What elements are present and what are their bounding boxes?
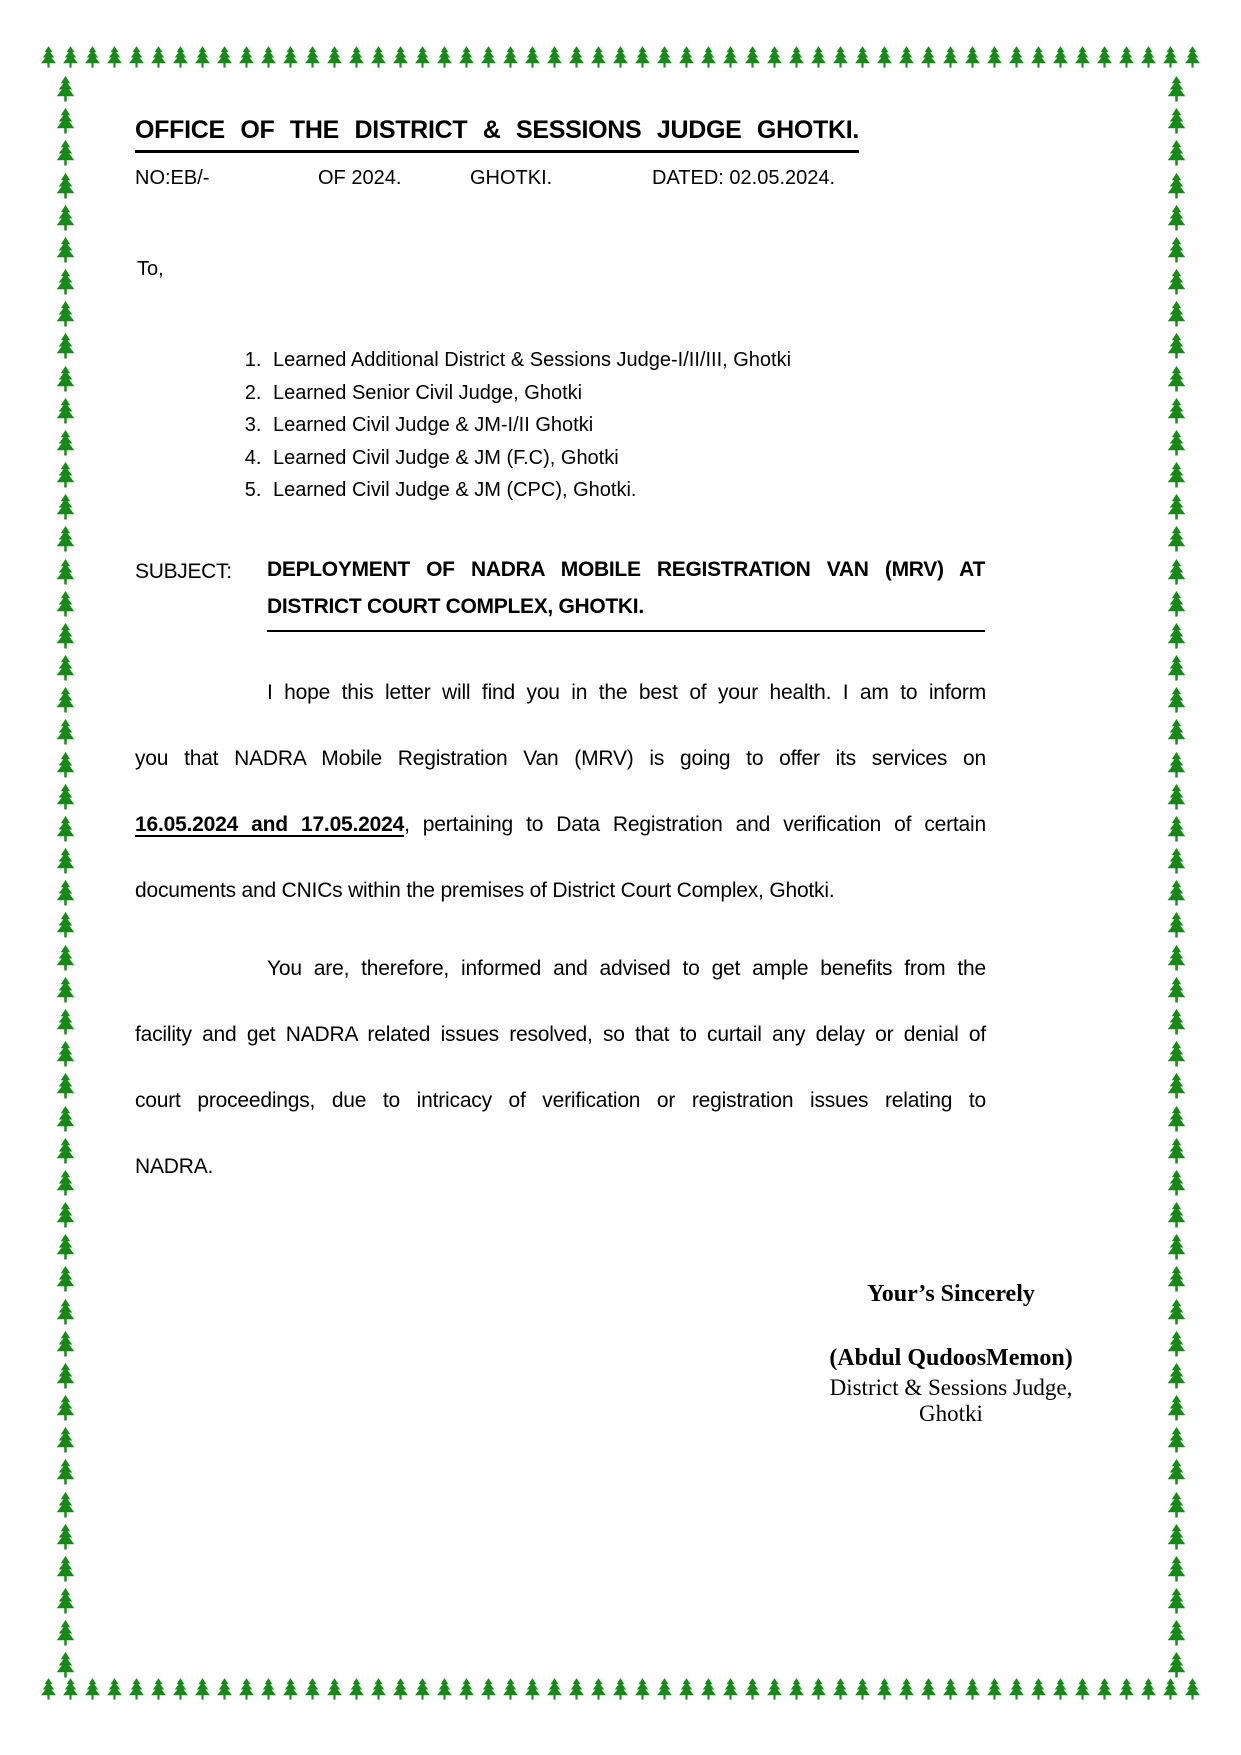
- pine-tree-icon: [1164, 1009, 1189, 1036]
- pine-tree-icon: [53, 591, 78, 618]
- body-line: [135, 1155, 986, 1221]
- pine-tree-icon: [808, 1678, 829, 1701]
- pine-tree-icon: [1138, 1678, 1159, 1701]
- body-text: you that NADRA Mobile Registration Van (MRV) is going to offer its services on: [135, 747, 986, 770]
- pine-tree-icon: [1164, 205, 1189, 232]
- pine-tree-icon: [53, 237, 78, 264]
- pine-tree-icon: [390, 1678, 411, 1701]
- pine-tree-icon: [53, 1009, 78, 1036]
- pine-tree-icon: [280, 46, 301, 69]
- pine-tree-icon: [1164, 366, 1189, 393]
- pine-tree-icon: [1164, 76, 1189, 103]
- reference-line: [135, 167, 915, 193]
- pine-tree-icon: [1164, 655, 1189, 682]
- body-text: , pertaining to Data Registration and verification of certain: [404, 813, 986, 836]
- pine-tree-icon: [1006, 46, 1027, 69]
- pine-tree-icon: [1164, 977, 1189, 1004]
- pine-tree-icon: [53, 1620, 78, 1647]
- pine-tree-icon: [53, 76, 78, 103]
- pine-tree-icon: [53, 333, 78, 360]
- pine-tree-icon: [53, 108, 78, 135]
- pine-tree-icon: [1164, 1524, 1189, 1551]
- pine-tree-icon: [544, 1678, 565, 1701]
- pine-tree-icon: [456, 1678, 477, 1701]
- body-text: documents and CNICs within the premises of District Court Complex, Ghotki.: [135, 879, 835, 902]
- pine-tree-icon: [676, 1678, 697, 1701]
- pine-tree-icon: [1164, 1138, 1189, 1165]
- pine-tree-icon: [53, 1556, 78, 1583]
- pine-tree-icon: [1028, 46, 1049, 69]
- pine-tree-icon: [82, 46, 103, 69]
- pine-tree-icon: [280, 1678, 301, 1701]
- pine-tree-icon: [1164, 1202, 1189, 1229]
- border-right: [1163, 76, 1190, 1680]
- pine-tree-icon: [632, 46, 653, 69]
- pine-tree-icon: [53, 912, 78, 939]
- pine-tree-icon: [53, 1041, 78, 1068]
- pine-tree-icon: [566, 46, 587, 69]
- pine-tree-icon: [1164, 816, 1189, 843]
- pine-tree-icon: [324, 46, 345, 69]
- pine-tree-icon: [1164, 1556, 1189, 1583]
- pine-tree-icon: [53, 1106, 78, 1133]
- pine-tree-icon: [1164, 398, 1189, 425]
- pine-tree-icon: [522, 46, 543, 69]
- pine-tree-icon: [742, 46, 763, 69]
- pine-tree-icon: [1164, 623, 1189, 650]
- pine-tree-icon: [1164, 784, 1189, 811]
- recipient-item: 1. Learned Additional District & Sessions Judge-I/II/III, Ghotki: [267, 344, 1027, 377]
- pine-tree-icon: [53, 173, 78, 200]
- pine-tree-icon: [60, 1678, 81, 1701]
- pine-tree-icon: [1164, 880, 1189, 907]
- subject-underline: [267, 630, 985, 632]
- pine-tree-icon: [346, 46, 367, 69]
- pine-tree-icon: [1164, 494, 1189, 521]
- signatory-title: District & Sessions Judge,: [829, 1375, 1073, 1400]
- pine-tree-icon: [53, 977, 78, 1004]
- pine-tree-icon: [1164, 1299, 1189, 1326]
- pine-tree-icon: [1028, 1678, 1049, 1701]
- pine-tree-icon: [104, 46, 125, 69]
- pine-tree-icon: [742, 1678, 763, 1701]
- pine-tree-icon: [1164, 140, 1189, 167]
- pine-tree-icon: [126, 46, 147, 69]
- pine-tree-icon: [302, 46, 323, 69]
- pine-tree-icon: [258, 1678, 279, 1701]
- reference-number: NO:EB/-: [135, 167, 210, 189]
- pine-tree-icon: [53, 1331, 78, 1358]
- pine-tree-icon: [522, 1678, 543, 1701]
- pine-tree-icon: [566, 1678, 587, 1701]
- reference-place: GHOTKI.: [470, 167, 553, 189]
- pine-tree-icon: [984, 46, 1005, 69]
- pine-tree-icon: [53, 880, 78, 907]
- pine-tree-icon: [214, 1678, 235, 1701]
- pine-tree-icon: [53, 752, 78, 779]
- pine-tree-icon: [456, 46, 477, 69]
- pine-tree-icon: [1072, 1678, 1093, 1701]
- pine-tree-icon: [1006, 1678, 1027, 1701]
- pine-tree-icon: [1164, 1652, 1189, 1679]
- pine-tree-icon: [148, 1678, 169, 1701]
- pine-tree-icon: [1164, 1266, 1189, 1293]
- pine-tree-icon: [1164, 848, 1189, 875]
- subject-line-1: DEPLOYMENT OF NADRA MOBILE REGISTRATION VAN (MRV) AT: [267, 558, 985, 581]
- body-paragraph-1: [135, 681, 986, 945]
- pine-tree-icon: [53, 494, 78, 521]
- pine-tree-icon: [53, 140, 78, 167]
- pine-tree-icon: [654, 1678, 675, 1701]
- pine-tree-icon: [918, 1678, 939, 1701]
- pine-tree-icon: [1094, 46, 1115, 69]
- pine-tree-icon: [1164, 1331, 1189, 1358]
- pine-tree-icon: [654, 46, 675, 69]
- pine-tree-icon: [698, 46, 719, 69]
- pine-tree-icon: [1138, 46, 1159, 69]
- pine-tree-icon: [53, 559, 78, 586]
- pine-tree-icon: [852, 46, 873, 69]
- body-text: You are, therefore, informed and advised to get ample benefits from the: [267, 957, 986, 980]
- pine-tree-icon: [53, 1234, 78, 1261]
- pine-tree-icon: [720, 46, 741, 69]
- pine-tree-icon: [1164, 687, 1189, 714]
- pine-tree-icon: [368, 1678, 389, 1701]
- pine-tree-icon: [786, 1678, 807, 1701]
- pine-tree-icon: [38, 46, 59, 69]
- pine-tree-icon: [1094, 1678, 1115, 1701]
- pine-tree-icon: [324, 1678, 345, 1701]
- pine-tree-icon: [698, 1678, 719, 1701]
- pine-tree-icon: [53, 1524, 78, 1551]
- pine-tree-icon: [1072, 46, 1093, 69]
- pine-tree-icon: [962, 46, 983, 69]
- pine-tree-icon: [1164, 1234, 1189, 1261]
- pine-tree-icon: [1050, 1678, 1071, 1701]
- pine-tree-icon: [126, 1678, 147, 1701]
- pine-tree-icon: [53, 430, 78, 457]
- pine-tree-icon: [1164, 559, 1189, 586]
- pine-tree-icon: [1164, 301, 1189, 328]
- pine-tree-icon: [478, 1678, 499, 1701]
- pine-tree-icon: [434, 46, 455, 69]
- pine-tree-icon: [1164, 1427, 1189, 1454]
- body-text: facility and get NADRA related issues resolved, so that to curtail any delay or denial of: [135, 1023, 986, 1046]
- pine-tree-icon: [346, 1678, 367, 1701]
- body-line: [135, 813, 986, 879]
- pine-tree-icon: [53, 301, 78, 328]
- office-title: OFFICE OF THE DISTRICT & SESSIONS JUDGE GHOTKI.: [135, 116, 859, 153]
- pine-tree-icon: [53, 623, 78, 650]
- pine-tree-icon: [53, 784, 78, 811]
- pine-tree-icon: [786, 46, 807, 69]
- pine-tree-icon: [962, 1678, 983, 1701]
- pine-tree-icon: [192, 46, 213, 69]
- pine-tree-icon: [53, 848, 78, 875]
- signature-block: [770, 1281, 1132, 1427]
- pine-tree-icon: [764, 46, 785, 69]
- pine-tree-icon: [610, 46, 631, 69]
- pine-tree-icon: [1164, 912, 1189, 939]
- pine-tree-icon: [852, 1678, 873, 1701]
- pine-tree-icon: [1164, 1459, 1189, 1486]
- pine-tree-icon: [1164, 1363, 1189, 1390]
- pine-tree-icon: [1164, 430, 1189, 457]
- pine-tree-icon: [1050, 46, 1071, 69]
- body-line: [135, 681, 986, 747]
- border-bottom: [38, 1678, 1203, 1704]
- pine-tree-icon: [1116, 1678, 1137, 1701]
- body-text: I hope this letter will find you in the best of your health. I am to inform: [267, 681, 986, 704]
- pine-tree-icon: [1164, 173, 1189, 200]
- pine-tree-icon: [830, 46, 851, 69]
- pine-tree-icon: [236, 1678, 257, 1701]
- pine-tree-icon: [588, 46, 609, 69]
- pine-tree-icon: [38, 1678, 59, 1701]
- pine-tree-icon: [434, 1678, 455, 1701]
- pine-tree-icon: [1164, 752, 1189, 779]
- recipient-item: 4. Learned Civil Judge & JM (F.C), Ghotki: [267, 442, 1027, 475]
- pine-tree-icon: [53, 655, 78, 682]
- pine-tree-icon: [896, 1678, 917, 1701]
- border-left: [52, 76, 79, 1680]
- pine-tree-icon: [53, 1138, 78, 1165]
- pine-tree-icon: [610, 1678, 631, 1701]
- body-text: court proceedings, due to intricacy of verification or registration issues relating to: [135, 1089, 986, 1112]
- body-paragraph-2: [135, 957, 986, 1221]
- body-line: [135, 1023, 986, 1089]
- pine-tree-icon: [60, 46, 81, 69]
- border-top: [38, 46, 1203, 72]
- pine-tree-icon: [1164, 237, 1189, 264]
- pine-tree-icon: [236, 46, 257, 69]
- pine-tree-icon: [412, 46, 433, 69]
- pine-tree-icon: [53, 1492, 78, 1519]
- body-line: [135, 747, 986, 813]
- body-text: NADRA.: [135, 1155, 214, 1178]
- pine-tree-icon: [1164, 1073, 1189, 1100]
- pine-tree-icon: [1182, 1678, 1203, 1701]
- pine-tree-icon: [170, 1678, 191, 1701]
- subject-line-2: DISTRICT COURT COMPLEX, GHOTKI.: [267, 595, 644, 618]
- pine-tree-icon: [1160, 1678, 1181, 1701]
- body-line: [135, 879, 986, 945]
- pine-tree-icon: [1164, 1492, 1189, 1519]
- pine-tree-icon: [214, 46, 235, 69]
- pine-tree-icon: [53, 945, 78, 972]
- pine-tree-icon: [53, 366, 78, 393]
- pine-tree-icon: [1116, 46, 1137, 69]
- pine-tree-icon: [53, 205, 78, 232]
- pine-tree-icon: [82, 1678, 103, 1701]
- recipient-item: 3. Learned Civil Judge & JM-I/II Ghotki: [267, 409, 1027, 442]
- body-line: [135, 1089, 986, 1155]
- body-line: [135, 957, 986, 1023]
- pine-tree-icon: [53, 687, 78, 714]
- pine-tree-icon: [53, 1427, 78, 1454]
- pine-tree-icon: [984, 1678, 1005, 1701]
- pine-tree-icon: [53, 1073, 78, 1100]
- pine-tree-icon: [940, 46, 961, 69]
- pine-tree-icon: [1164, 1588, 1189, 1615]
- pine-tree-icon: [478, 46, 499, 69]
- pine-tree-icon: [874, 1678, 895, 1701]
- pine-tree-icon: [192, 1678, 213, 1701]
- signatory-name: (Abdul QudoosMemon): [829, 1345, 1073, 1371]
- pine-tree-icon: [390, 46, 411, 69]
- pine-tree-icon: [676, 46, 697, 69]
- pine-tree-icon: [412, 1678, 433, 1701]
- pine-tree-icon: [53, 1459, 78, 1486]
- recipient-item: 2. Learned Senior Civil Judge, Ghotki: [267, 377, 1027, 410]
- pine-tree-icon: [53, 1299, 78, 1326]
- pine-tree-icon: [830, 1678, 851, 1701]
- highlighted-dates: 16.05.2024 and 17.05.2024: [135, 813, 405, 836]
- pine-tree-icon: [53, 462, 78, 489]
- pine-tree-icon: [258, 46, 279, 69]
- pine-tree-icon: [1164, 1041, 1189, 1068]
- pine-tree-icon: [1164, 1620, 1189, 1647]
- pine-tree-icon: [53, 719, 78, 746]
- pine-tree-icon: [104, 1678, 125, 1701]
- pine-tree-icon: [53, 1170, 78, 1197]
- pine-tree-icon: [53, 1652, 78, 1679]
- pine-tree-icon: [588, 1678, 609, 1701]
- pine-tree-icon: [720, 1678, 741, 1701]
- pine-tree-icon: [918, 46, 939, 69]
- closing-line: Your’s Sincerely: [867, 1281, 1035, 1307]
- pine-tree-icon: [632, 1678, 653, 1701]
- pine-tree-icon: [1164, 1395, 1189, 1422]
- pine-tree-icon: [53, 398, 78, 425]
- subject-text: [267, 558, 985, 619]
- reference-date: DATED: 02.05.2024.: [652, 167, 836, 189]
- recipient-item: 5. Learned Civil Judge & JM (CPC), Ghotki.: [267, 474, 1027, 507]
- pine-tree-icon: [808, 46, 829, 69]
- pine-tree-icon: [874, 46, 895, 69]
- pine-tree-icon: [544, 46, 565, 69]
- pine-tree-icon: [1164, 719, 1189, 746]
- pine-tree-icon: [53, 1363, 78, 1390]
- pine-tree-icon: [1164, 333, 1189, 360]
- salutation: To,: [137, 258, 164, 280]
- pine-tree-icon: [500, 46, 521, 69]
- pine-tree-icon: [53, 1266, 78, 1293]
- pine-tree-icon: [896, 46, 917, 69]
- pine-tree-icon: [1164, 526, 1189, 553]
- pine-tree-icon: [1164, 462, 1189, 489]
- pine-tree-icon: [764, 1678, 785, 1701]
- pine-tree-icon: [1164, 1106, 1189, 1133]
- signatory-place: Ghotki: [919, 1401, 983, 1426]
- pine-tree-icon: [940, 1678, 961, 1701]
- pine-tree-icon: [148, 46, 169, 69]
- pine-tree-icon: [1164, 1170, 1189, 1197]
- pine-tree-icon: [53, 1395, 78, 1422]
- pine-tree-icon: [53, 269, 78, 296]
- pine-tree-icon: [1164, 945, 1189, 972]
- pine-tree-icon: [53, 1202, 78, 1229]
- pine-tree-icon: [53, 526, 78, 553]
- pine-tree-icon: [53, 1588, 78, 1615]
- pine-tree-icon: [368, 46, 389, 69]
- subject-label: SUBJECT:: [135, 560, 232, 583]
- recipient-list: [135, 344, 1027, 507]
- pine-tree-icon: [1164, 591, 1189, 618]
- pine-tree-icon: [53, 816, 78, 843]
- pine-tree-icon: [1164, 269, 1189, 296]
- pine-tree-icon: [500, 1678, 521, 1701]
- pine-tree-icon: [302, 1678, 323, 1701]
- pine-tree-icon: [1160, 46, 1181, 69]
- pine-tree-icon: [170, 46, 191, 69]
- pine-tree-icon: [1164, 108, 1189, 135]
- reference-year: OF 2024.: [318, 167, 402, 189]
- pine-tree-icon: [1182, 46, 1203, 69]
